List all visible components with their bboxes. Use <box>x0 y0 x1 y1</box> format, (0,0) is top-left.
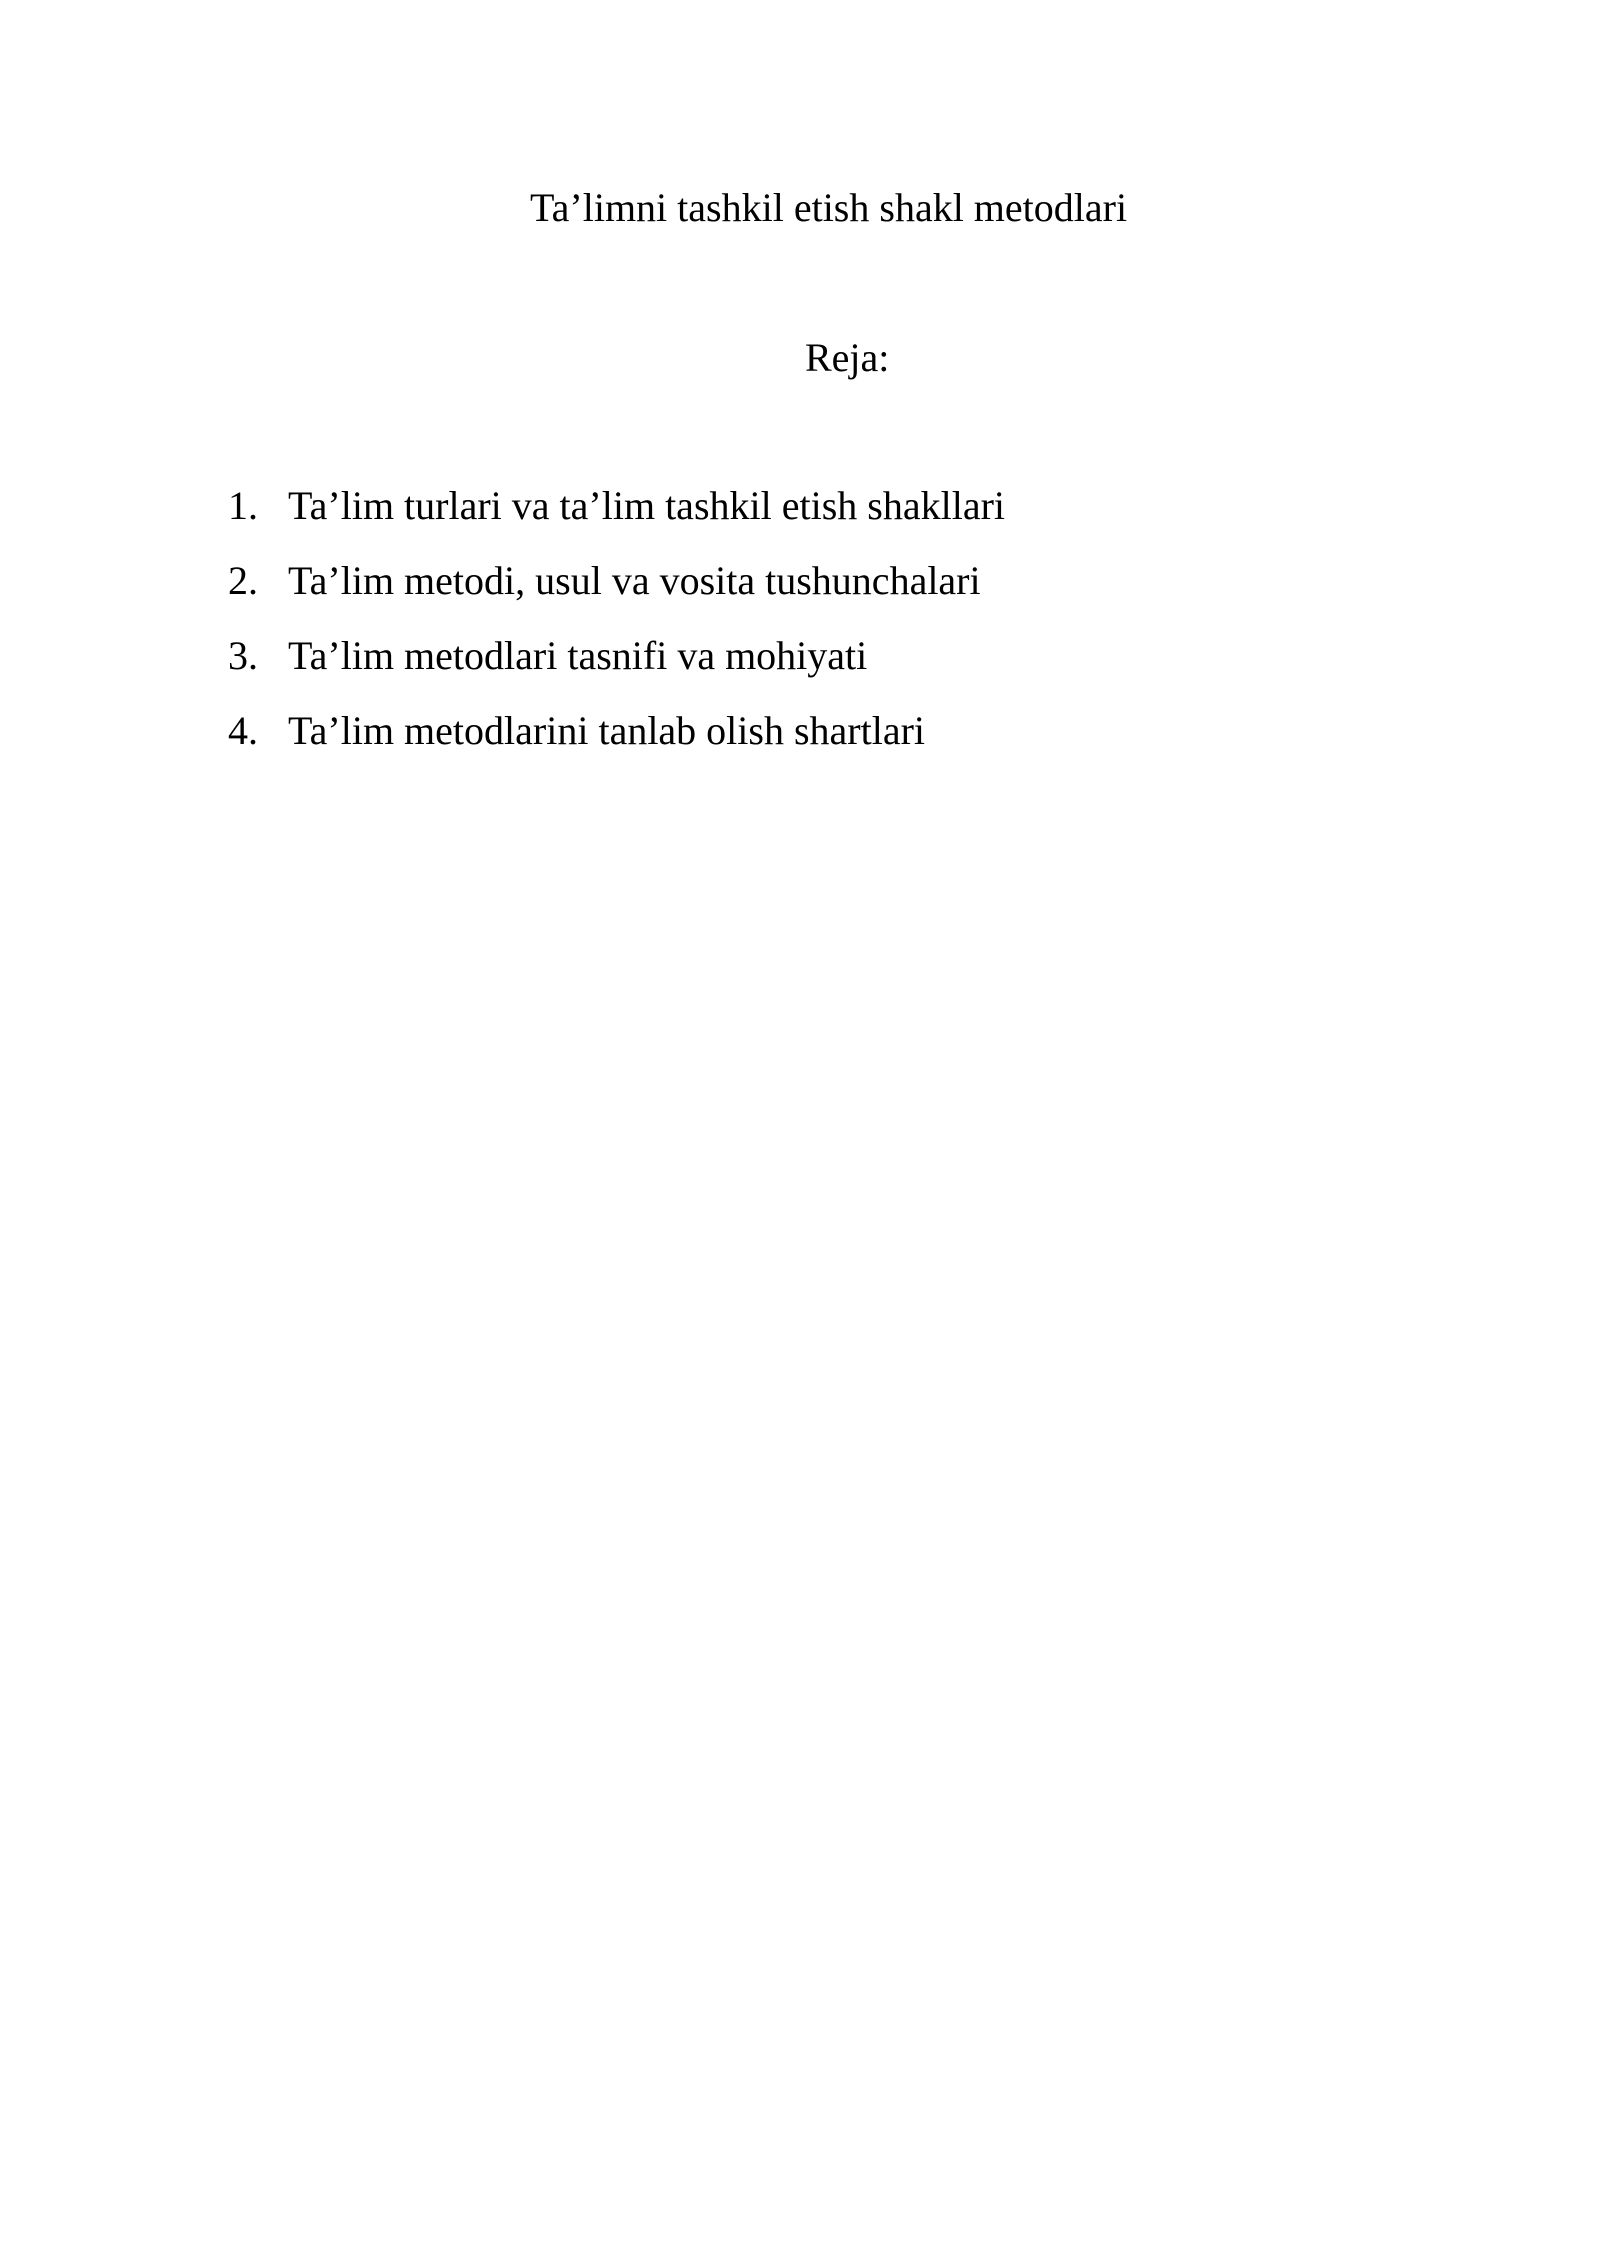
plan-item-text: Ta’lim metodi, usul va vosita tushunchalari <box>288 558 981 603</box>
plan-item-number: 3. <box>228 633 258 678</box>
plan-item <box>228 628 1005 684</box>
plan-item-text: Ta’lim turlari va ta’lim tashkil etish shakllari <box>288 483 1006 528</box>
plan-item <box>228 703 1005 759</box>
plan-item-number: 1. <box>228 483 258 528</box>
plan-item <box>228 478 1005 534</box>
plan-item <box>228 553 1005 609</box>
plan-item-number: 4. <box>228 708 258 753</box>
plan-item-text: Ta’lim metodlarini tanlab olish shartlari <box>288 708 926 753</box>
plan-list <box>228 478 1005 778</box>
document-title: Ta’limni tashkil etish shakl metodlari <box>530 185 1128 230</box>
plan-item-number: 2. <box>228 558 258 603</box>
plan-heading: Reja: <box>805 335 890 380</box>
plan-item-text: Ta’lim metodlari tasnifi va mohiyati <box>288 633 868 678</box>
